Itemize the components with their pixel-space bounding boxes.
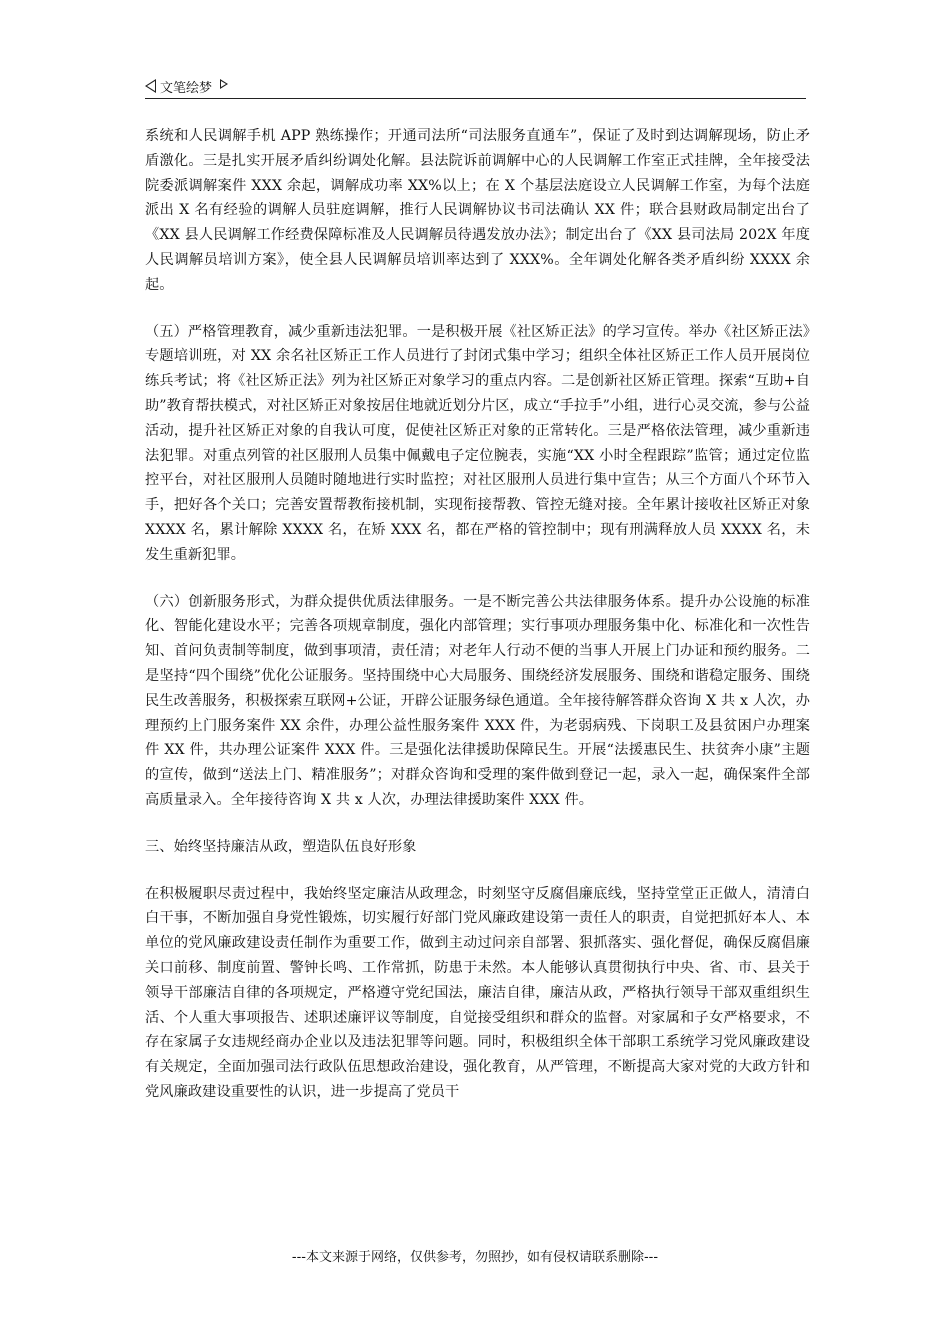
paragraph-4: 在积极履职尽责过程中，我始终坚定廉洁从政理念，时刻坚守反腐倡廉底线，坚持堂堂正正做人，清清白白干事，不断加强自身党性锻炼，切实履行好部门党风廉政建设第一责任人的职责，自觉把抓好本人、本单位的党风廉政建设责任制作为重要工作，做到主动过问亲自部署、狠抓落实、强化督促，确保反腐倡廉关口前移、制度前置、警钟长鸣、工作常抓，防患于未然。本人能够认真贯彻执行中央、省、市、县关于领导干部廉洁自律的各项规定，严格遵守党纪国法，廉洁自律，廉洁从政，严格执行领导干部双重组织生活、个人重大事项报告、述职述廉评议等制度，自觉接受组织和群众的监督。对家属和子女严格要求，不存在家属子女违规经商办企业以及违法犯罪等问题。同时，积极组织全体干部职工系统学习党风廉政建设有关规定，全面加强司法行政队伍思想政治建设，强化教育，从严管理，不断提高大家对党的大政方针和党风廉政建设重要性的认识，进一步提高了党员干 xyxy=(145,885,810,1100)
triangle-right-icon xyxy=(220,79,228,89)
page-footer: ---本文来源于网络，仅供参考，勿照抄，如有侵权请联系删除--- xyxy=(291,1250,659,1265)
paragraph-2: （五）严格管理教育，减少重新违法犯罪。一是积极开展《社区矫正法》的学习宣传。举办《社区矫正法》专题培训班，对 XX 余名社区矫正工作人员进行了封闭式集中学习；组织全体社区矫正工作人员开展岗位练兵考试；将《社区矫正法》列为社区矫正对象学习的重点内容。二是创新社区矫正管理。探索“互助+自助”教育帮扶模式，对社区矫正对象按居住地就近划分片区，成立“手拉手”小组，进行心灵交流，参与公益活动，提升社区矫正对象的自我认可度，促使社区矫正对象的正常转化。三是严格依法管理，减少重新违法犯罪。对重点列管的社区服刑人员集中佩戴电子定位腕表，实施“XX 小时全程跟踪”监管；通过定位监控平台，对社区服刑人员随时随地进行实时监控；对社区服刑人员进行集中宣告；从三个方面八个环节入手，把好各个关口；完善安置帮教衔接机制，实现衔接帮教、管控无缝对接。全年累计接收社区矫正对象 XXXX 名，累计解除 XXXX 名，在矫 XXX 名，都在严格的管控制中；现有刑满释放人员 XXXX 名，未发生重新犯罪。 xyxy=(145,323,810,563)
document-body xyxy=(145,124,810,1127)
paragraph-3: （六）创新服务形式，为群众提供优质法律服务。一是不断完善公共法律服务体系。提升办公设施的标准化、智能化建设水平；完善各项规章制度，强化内部管理；实行事项办理服务集中化、标准化和一次性告知、首问负责制等制度，做到事项清，责任清；对老年人行动不便的当事人开展上门办证和预约服务。二是坚持“四个围绕”优化公证服务。坚持围绕中心大局服务、围绕经济发展服务、围绕和谐稳定服务、围绕民生改善服务，积极探索互联网+公证，开辟公证服务绿色通道。全年接待解答群众咨询 X 共 x 人次，办理预约上门服务案件 XX 余件，办理公益性服务案件 XXX 件，为老弱病残、下岗职工及县贫困户办理案件 XX 件，共办理公证案件 XXX 件。三是强化法律援助保障民生。开展“法援惠民生、扶贫奔小康”主题的宣传，做到“送法上门、精准服务”；对群众咨询和受理的案件做到登记一起，录入一起，确保案件全部高质量录入。全年接待咨询 X 共 x 人次，办理法律援助案件 XXX 件。 xyxy=(145,593,810,808)
header-title: 文笔绘梦 xyxy=(160,80,213,96)
triangle-left-icon xyxy=(145,79,156,93)
paragraph-1: 系统和人民调解手机 APP 熟练操作；开通司法所“司法服务直通车”，保证了及时到达调解现场，防止矛盾激化。三是扎实开展矛盾纠纷调处化解。县法院诉前调解中心的人民调解工作室正式挂牌，全年接受法院委派调解案件 XXX 余起，调解成功率 XX%以上；在 X 个基层法庭设立人民调解工作室，为每个法庭派出 X 名有经验的调解人员驻庭调解，推行人民调解协议书司法确认 XX 件；联合县财政局制定出台了《XX 县人民调解工作经费保障标准及人民调解员待遇发放办法》；制定出台了《XX 县司法局 202X 年度人民调解员培训方案》，使全县人民调解员培训率达到了 XXX%。全年调处化解各类矛盾纠纷 XXXX 余起。 xyxy=(145,128,810,293)
section-heading: 三、始终坚持廉洁从政，塑造队伍良好形象 xyxy=(145,838,417,855)
page-header xyxy=(145,74,806,99)
